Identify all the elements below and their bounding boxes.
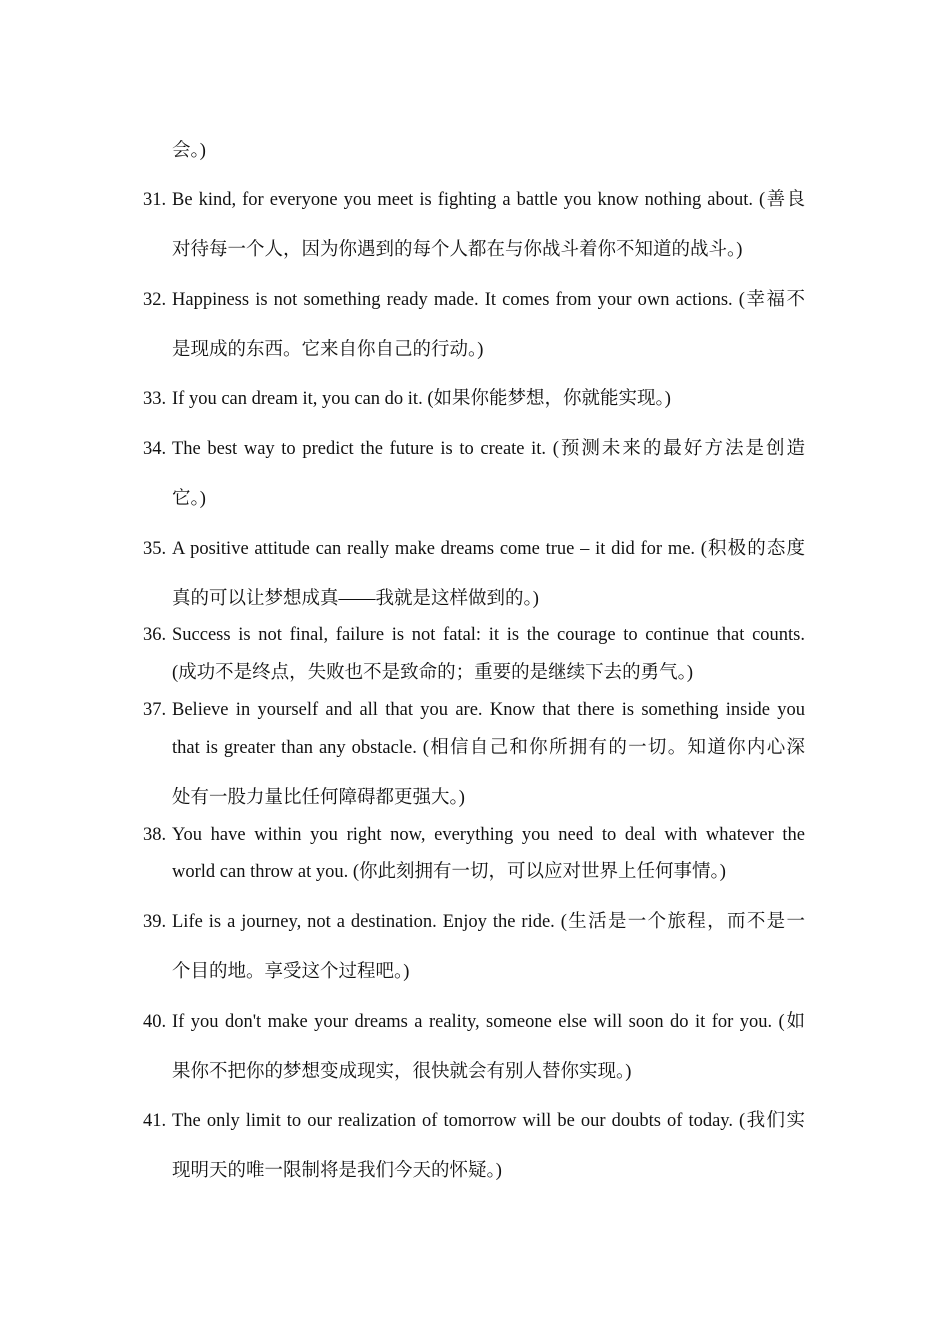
- item-line: A positive attitude can really make dreams come true – it did for me. (积极的态度: [172, 539, 805, 559]
- item-line: (成功不是终点，失败也不是致命的；重要的是继续下去的勇气。): [172, 663, 694, 683]
- item-number: 36.: [143, 625, 167, 645]
- item-number: 31.: [143, 190, 167, 210]
- item-line: The best way to predict the future is to create it. (预测未来的最好方法是创造: [172, 439, 805, 459]
- item-line: 是现成的东西。它来自你自己的行动。): [172, 340, 484, 360]
- item-line: 真的可以让梦想成真——我就是这样做到的。): [172, 589, 539, 609]
- item-number: 40.: [143, 1012, 167, 1032]
- item-line: 果你不把你的梦想变成现实，很快就会有别人替你实现。): [172, 1062, 632, 1082]
- item-line: 现明天的唯一限制将是我们今天的怀疑。): [172, 1161, 502, 1181]
- carryover-line: 会。): [172, 141, 206, 161]
- item-line: 它。): [172, 489, 206, 509]
- item-line: 处有一股力量比任何障碍都更强大。): [172, 788, 465, 808]
- item-number: 37.: [143, 700, 167, 720]
- item-line: Be kind, for everyone you meet is fighting a battle you know nothing about. (善良: [172, 190, 805, 210]
- item-line: The only limit to our realization of tomorrow will be our doubts of today. (我们实: [172, 1111, 805, 1131]
- item-line: Believe in yourself and all that you are. Know that there is something inside you: [172, 700, 805, 720]
- item-line: If you don't make your dreams a reality, someone else will soon do it for you. (如: [172, 1012, 805, 1032]
- item-number: 38.: [143, 825, 167, 845]
- item-line: You have within you right now, everything you need to deal with whatever the: [172, 825, 805, 845]
- item-number: 32.: [143, 290, 167, 310]
- item-line: Success is not final, failure is not fatal: it is the courage to continue that counts.: [172, 625, 805, 645]
- item-line: that is greater than any obstacle. (相信自己和你所拥有的一切。知道你内心深: [172, 738, 805, 758]
- item-line: Life is a journey, not a destination. Enjoy the ride. (生活是一个旅程，而不是一: [172, 912, 805, 932]
- item-number: 41.: [143, 1111, 167, 1131]
- item-number: 34.: [143, 439, 167, 459]
- item-line: 个目的地。享受这个过程吧。): [172, 962, 410, 982]
- item-number: 39.: [143, 912, 167, 932]
- item-line: If you can dream it, you can do it. (如果你能梦想，你就能实现。): [172, 389, 671, 409]
- item-number: 33.: [143, 389, 167, 409]
- item-line: Happiness is not something ready made. It comes from your own actions. (幸福不: [172, 290, 805, 310]
- item-number: 35.: [143, 539, 167, 559]
- item-line: 对待每一个人，因为你遇到的每个人都在与你战斗着你不知道的战斗。): [172, 240, 743, 260]
- item-line: world can throw at you. (你此刻拥有一切，可以应对世界上任何事情。): [172, 862, 726, 882]
